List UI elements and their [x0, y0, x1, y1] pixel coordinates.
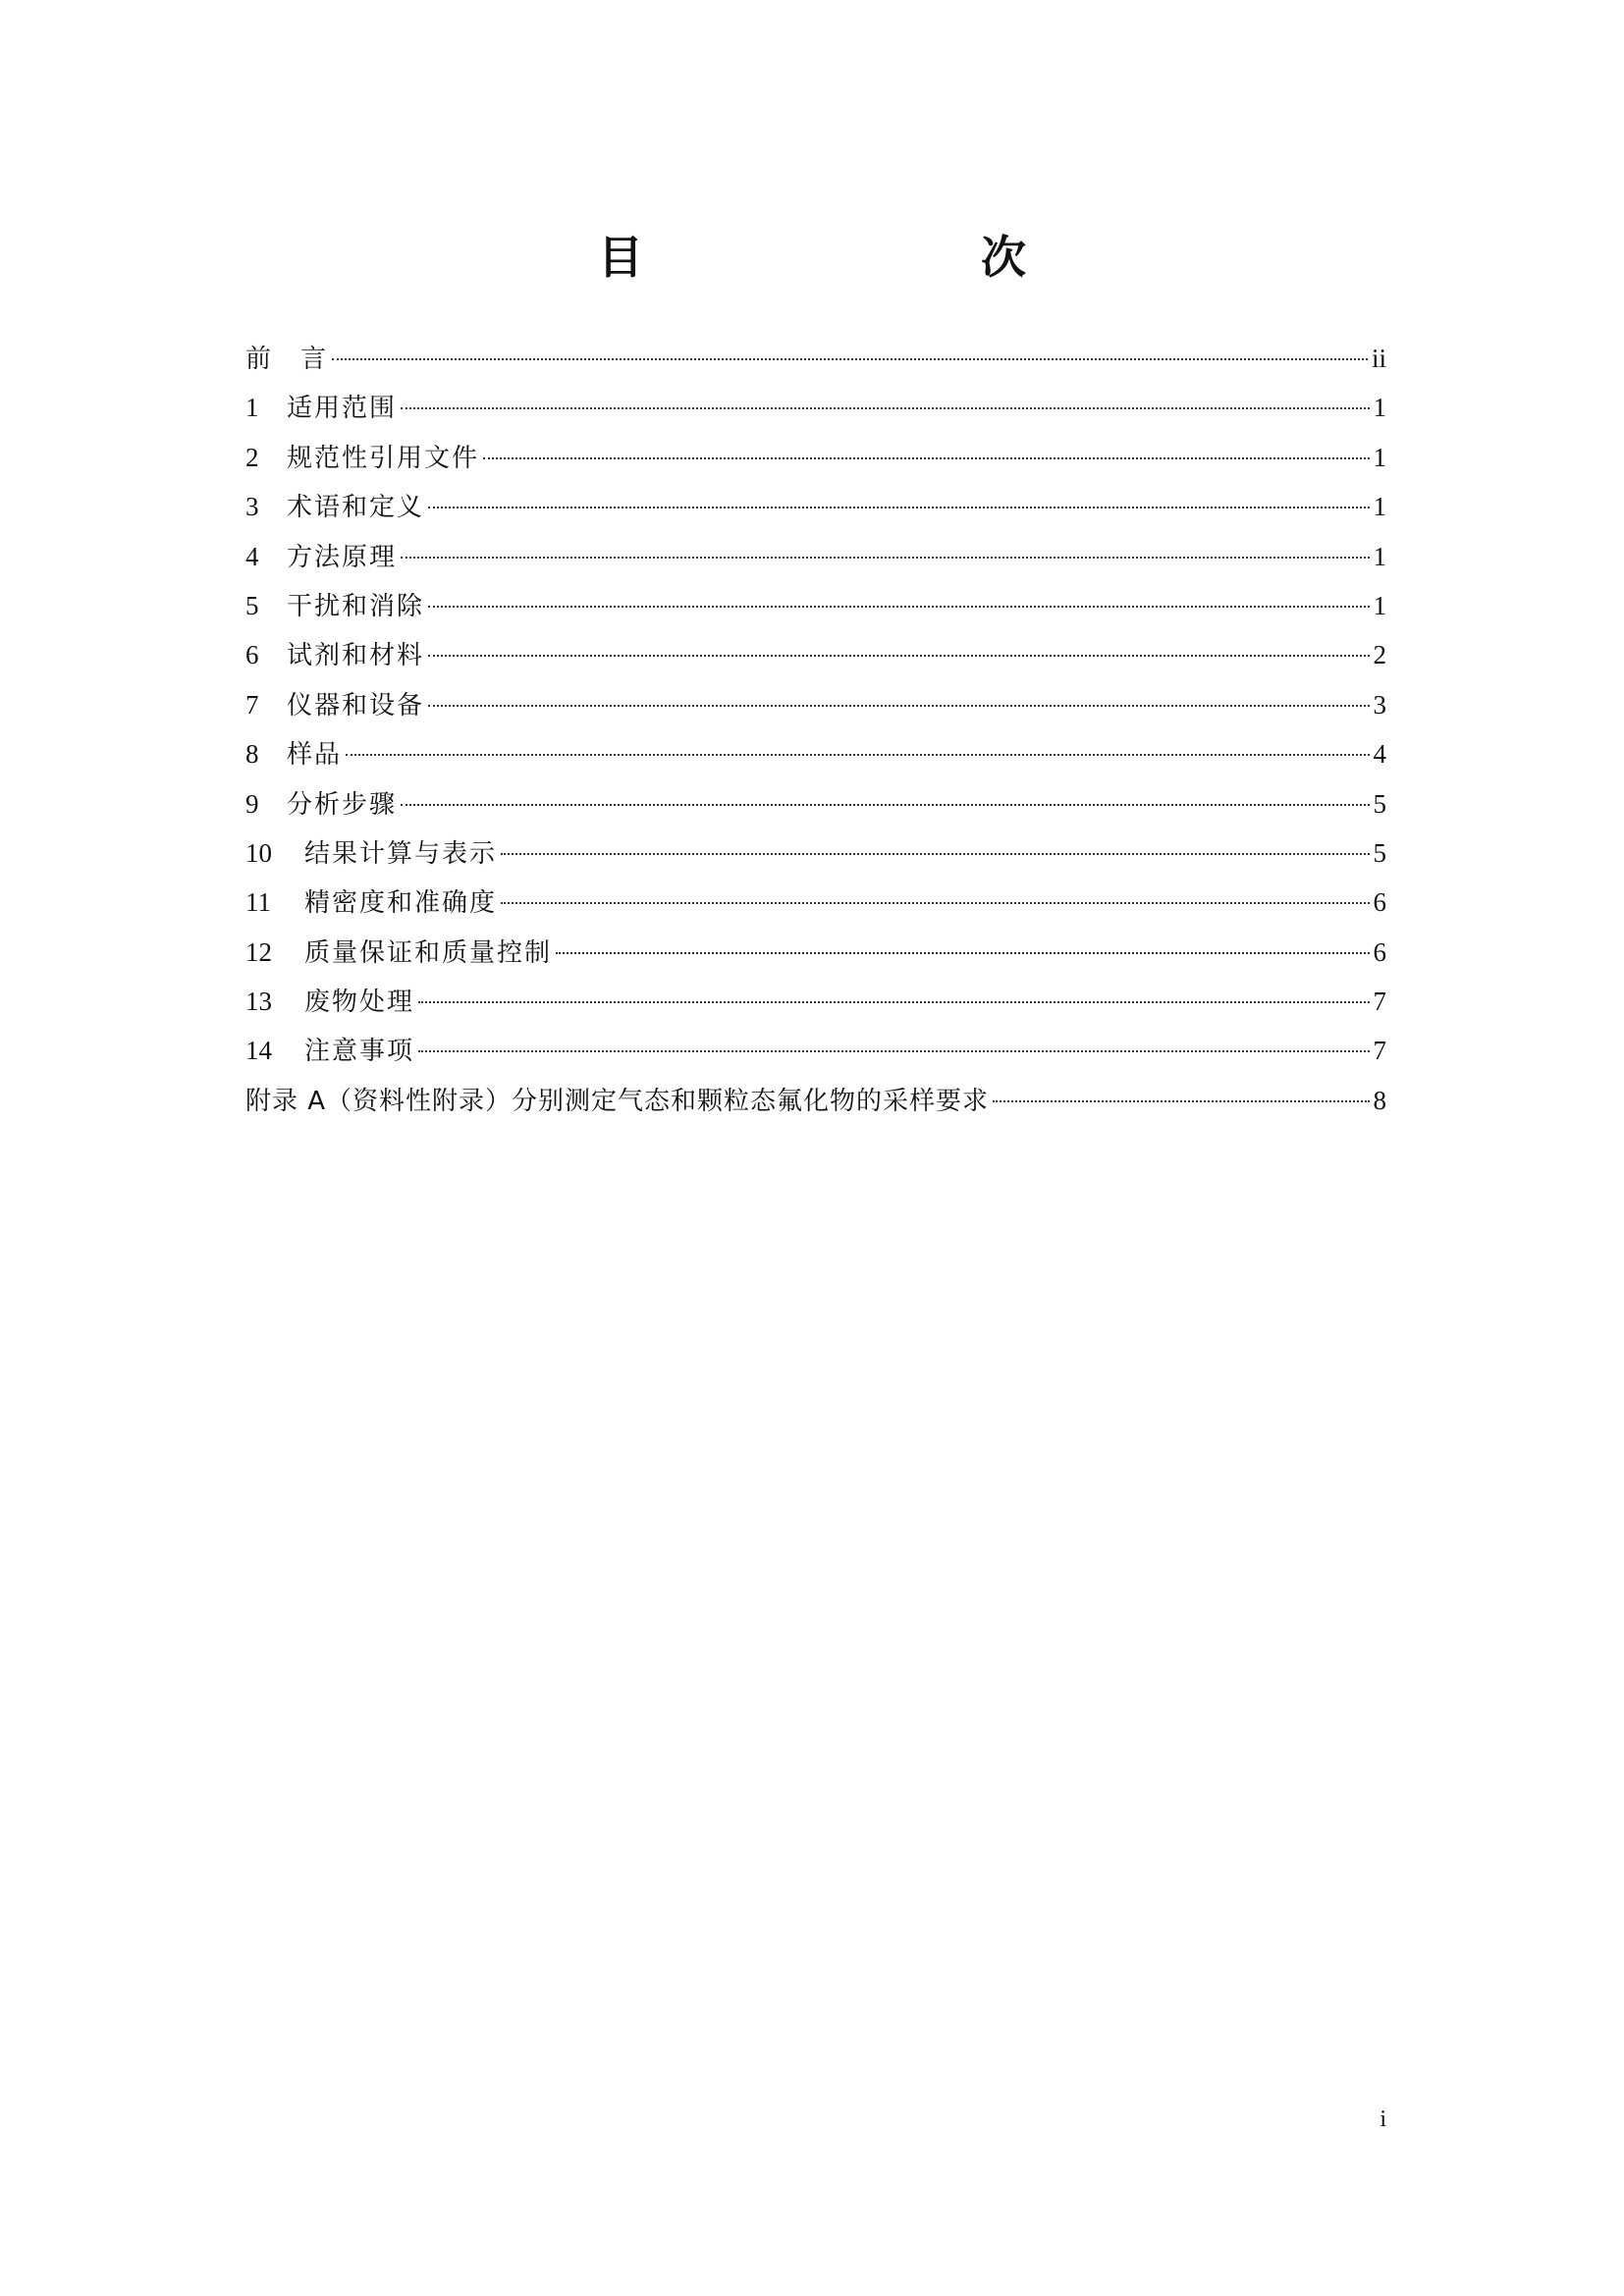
toc-label: 规范性引用文件 [287, 443, 480, 473]
toc-label: 仪器和设备 [287, 690, 425, 721]
table-of-contents [245, 334, 1386, 1125]
toc-label: 质量保证和质量控制 [304, 937, 553, 968]
footer-page-number: i [1380, 2107, 1386, 2132]
toc-label: 结果计算与表示 [304, 838, 498, 869]
toc-section-number: 1 [245, 393, 259, 423]
toc-page-number: 6 [1373, 887, 1386, 918]
toc-label: 前 言 [245, 345, 329, 374]
toc-leader-dots [556, 952, 1369, 954]
toc-leader-dots [346, 754, 1369, 756]
toc-label: 注意事项 [304, 1037, 415, 1067]
toc-label: 试剂和材料 [287, 641, 425, 671]
toc-leader-dots [501, 853, 1369, 855]
toc-page-number: ii [1371, 344, 1386, 373]
toc-section-number: 12 [245, 936, 272, 967]
toc-leader-dots [993, 1100, 1369, 1102]
toc-section-number: 9 [245, 788, 259, 819]
toc-entry-6[interactable] [245, 630, 1386, 679]
page-title: 目 次 [598, 231, 1109, 284]
toc-entry-11[interactable] [245, 878, 1386, 927]
toc-leader-dots [401, 407, 1369, 409]
toc-label: 方法原理 [287, 542, 398, 572]
toc-page-number: 7 [1373, 1036, 1386, 1066]
toc-label: 精密度和准确度 [304, 888, 498, 919]
toc-label: 术语和定义 [287, 493, 425, 523]
toc-section-number: 6 [245, 640, 259, 670]
toc-label: 样品 [287, 740, 343, 771]
toc-entry-9[interactable] [245, 779, 1386, 828]
toc-page-number: 6 [1373, 936, 1386, 967]
toc-leader-dots [418, 1001, 1369, 1003]
toc-entry-8[interactable] [245, 729, 1386, 778]
toc-entry-3[interactable] [245, 482, 1386, 531]
toc-label: 附录 A（资料性附录）分别测定气态和颗粒态氟化物的采样要求 [245, 1086, 990, 1116]
toc-entry-12[interactable] [245, 928, 1386, 977]
toc-leader-dots [428, 655, 1369, 657]
toc-leader-dots [401, 804, 1369, 806]
toc-page-number: 8 [1373, 1085, 1386, 1115]
toc-page-number: 1 [1373, 442, 1386, 472]
toc-page-number: 1 [1373, 541, 1386, 571]
toc-entry-14[interactable] [245, 1026, 1386, 1075]
toc-page-number: 7 [1373, 987, 1386, 1017]
toc-section-number: 13 [245, 987, 272, 1017]
toc-section-number: 2 [245, 442, 259, 472]
toc-label: 干扰和消除 [287, 591, 425, 621]
toc-page-number: 5 [1373, 788, 1386, 819]
toc-section-number: 7 [245, 689, 259, 720]
toc-label: 废物处理 [304, 988, 415, 1018]
toc-section-number: 8 [245, 739, 259, 770]
toc-label: 分析步骤 [287, 789, 398, 820]
toc-entry-1[interactable] [245, 383, 1386, 432]
toc-page-number: 3 [1373, 689, 1386, 720]
toc-leader-dots [501, 902, 1369, 904]
toc-entry-appendix-a[interactable] [245, 1076, 1386, 1125]
toc-leader-dots [483, 457, 1369, 459]
toc-page-number: 1 [1373, 590, 1386, 620]
toc-section-number: 4 [245, 541, 259, 571]
toc-page-number: 1 [1373, 492, 1386, 522]
toc-leader-dots [428, 507, 1369, 508]
toc-page-number: 4 [1373, 739, 1386, 770]
toc-leader-dots [401, 557, 1369, 559]
toc-label: 适用范围 [287, 394, 398, 424]
toc-section-number: 3 [245, 492, 259, 522]
toc-section-number: 5 [245, 590, 259, 620]
toc-entry-10[interactable] [245, 828, 1386, 878]
toc-page-number: 5 [1373, 837, 1386, 868]
toc-entry-4[interactable] [245, 532, 1386, 581]
toc-section-number: 11 [245, 887, 271, 918]
toc-entry-foreword[interactable] [245, 334, 1386, 383]
toc-entry-13[interactable] [245, 977, 1386, 1026]
toc-page-number: 2 [1373, 640, 1386, 670]
toc-section-number: 10 [245, 837, 272, 868]
toc-entry-2[interactable] [245, 433, 1386, 482]
toc-leader-dots [428, 606, 1369, 608]
toc-leader-dots [418, 1050, 1369, 1052]
toc-page-number: 1 [1373, 393, 1386, 423]
toc-leader-dots [428, 705, 1369, 707]
toc-leader-dots [332, 358, 1368, 360]
toc-entry-7[interactable] [245, 680, 1386, 729]
toc-entry-5[interactable] [245, 581, 1386, 630]
toc-section-number: 14 [245, 1036, 272, 1066]
